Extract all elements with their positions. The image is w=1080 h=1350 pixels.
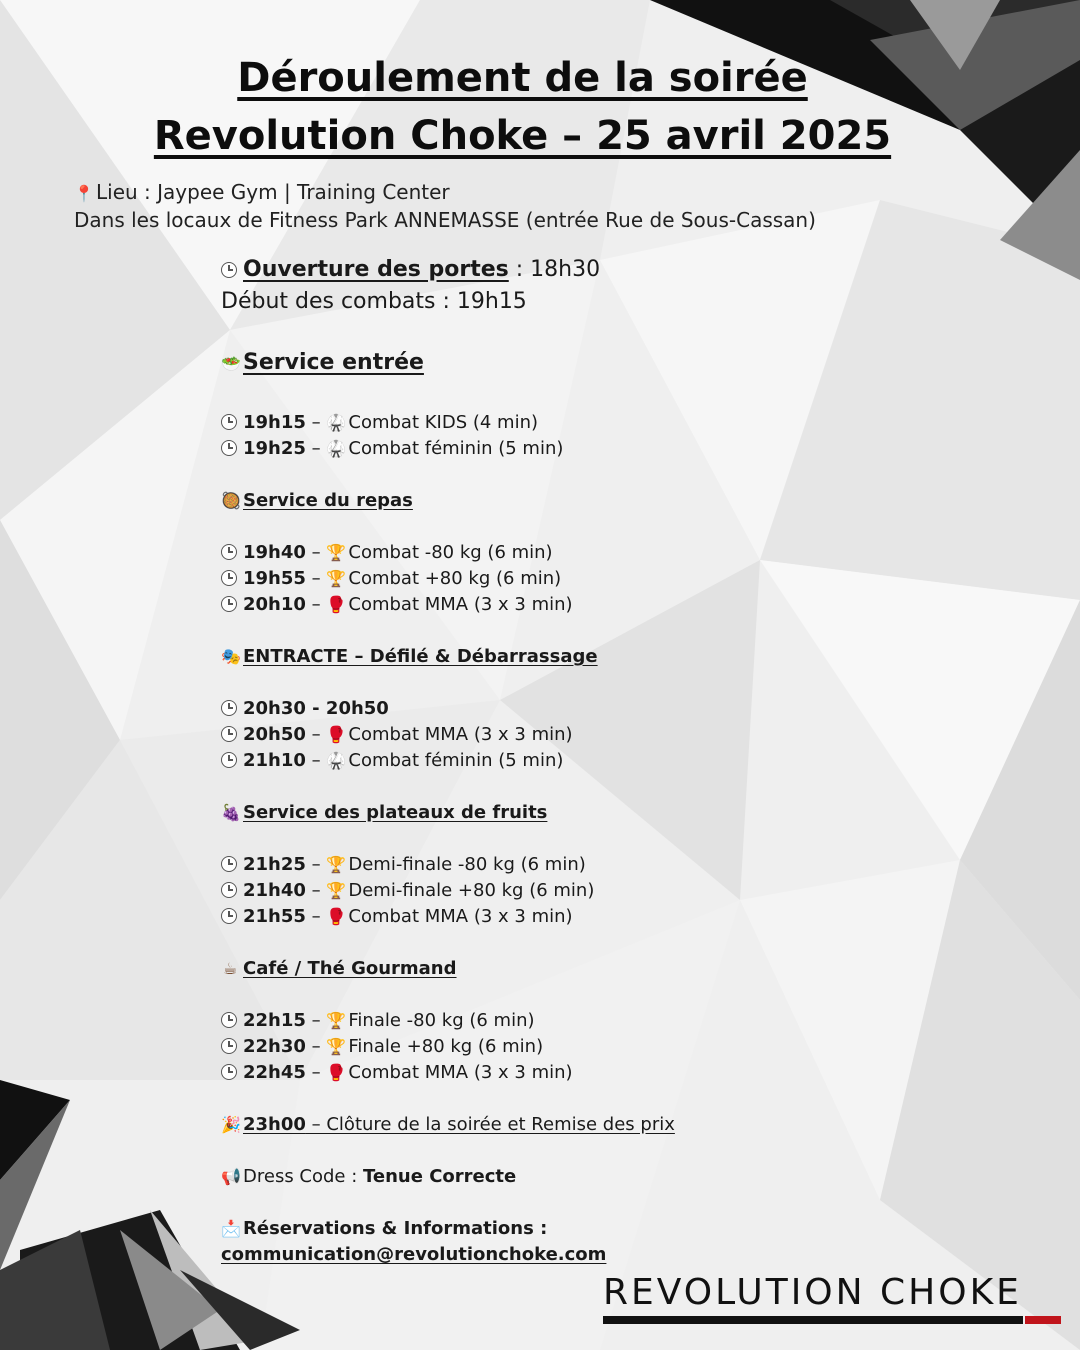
doors-opening <box>221 257 600 282</box>
section-title: Service entrée <box>243 350 424 375</box>
logo-red-accent <box>1025 1316 1061 1324</box>
clock-icon <box>221 700 237 716</box>
clock-icon <box>221 1038 237 1054</box>
closing-line: 🎉 23h00 – Clôture de la soirée et Remise des prix <box>221 1112 675 1138</box>
schedule-row: 19h15 – 🥋 Combat KIDS (4 min) <box>221 410 538 436</box>
clock-icon <box>221 856 237 872</box>
trophy-icon: 🏆 <box>326 881 347 900</box>
clock-icon <box>221 544 237 560</box>
schedule-row: 22h15 – 🏆 Finale -80 kg (6 min) <box>221 1008 535 1034</box>
schedule-row: 21h40 – 🏆 Demi-finale +80 kg (6 min) <box>221 878 594 904</box>
location-line <box>74 180 450 204</box>
email-link[interactable]: communication@revolutionchoke.com <box>221 1244 607 1265</box>
boxing-glove-icon: 🥊 <box>326 725 347 744</box>
section-cafe: ☕ Café / Thé Gourmand <box>221 956 457 982</box>
dress-code: 📢 Dress Code : Tenue Correcte <box>221 1164 516 1190</box>
trophy-icon: 🏆 <box>326 543 347 562</box>
schedule-row: 20h50 – 🥊 Combat MMA (3 x 3 min) <box>221 722 573 748</box>
trophy-icon: 🏆 <box>326 855 347 874</box>
schedule-row: 20h30 - 20h50 <box>221 696 389 722</box>
megaphone-icon: 📢 <box>221 1167 241 1186</box>
trophy-icon: 🏆 <box>326 1011 347 1030</box>
schedule-row: 21h55 – 🥊 Combat MMA (3 x 3 min) <box>221 904 573 930</box>
clock-icon <box>221 596 237 612</box>
kimono-icon: 🥋 <box>326 439 347 458</box>
logo-wordmark: REVOLUTION CHOKE <box>603 1272 1022 1313</box>
schedule-row: 22h45 – 🥊 Combat MMA (3 x 3 min) <box>221 1060 573 1086</box>
boxing-glove-icon: 🥊 <box>326 1063 347 1082</box>
section-service-repas: 🥘 Service du repas <box>221 488 413 514</box>
clock-icon <box>221 882 237 898</box>
title-line-2: Revolution Choke – 25 avril 2025 <box>153 113 892 159</box>
section-entracte: 🎭 ENTRACTE – Défilé & Débarrassage <box>221 644 598 670</box>
reservation-email[interactable] <box>221 1242 606 1268</box>
location-detail: Dans les locaux de Fitness Park ANNEMASSE (entrée Rue de Sous-Cassan) <box>74 208 816 232</box>
clock-icon <box>221 1012 237 1028</box>
trophy-icon: 🏆 <box>326 1037 347 1056</box>
revolution-choke-logo <box>603 1272 1063 1328</box>
schedule-row: 20h10 – 🥊 Combat MMA (3 x 3 min) <box>221 592 573 618</box>
schedule-row: 21h25 – 🏆 Demi-finale -80 kg (6 min) <box>221 852 586 878</box>
schedule-row: 19h40 – 🏆 Combat -80 kg (6 min) <box>221 540 553 566</box>
coffee-icon: ☕ <box>222 959 238 978</box>
clock-icon <box>221 262 237 278</box>
inbox-icon: 📩 <box>221 1219 241 1238</box>
theater-masks-icon: 🎭 <box>221 647 241 666</box>
boxing-glove-icon: 🥊 <box>326 907 347 926</box>
party-popper-icon: 🎉 <box>221 1115 241 1134</box>
clock-icon <box>221 414 237 430</box>
schedule-row: 19h55 – 🏆 Combat +80 kg (6 min) <box>221 566 561 592</box>
doors-time: : 18h30 <box>508 257 601 282</box>
title-line-1: Déroulement de la soirée <box>237 55 808 101</box>
clock-icon <box>221 726 237 742</box>
section-fruits: 🍇 Service des plateaux de fruits <box>221 800 547 826</box>
clock-icon <box>221 1064 237 1080</box>
kimono-icon: 🥋 <box>326 751 347 770</box>
salad-icon: 🥗 <box>221 354 241 373</box>
doors-label: Ouverture des portes <box>243 257 509 282</box>
reservation-label: 📩 Réservations & Informations : <box>221 1216 547 1242</box>
schedule-row: 21h10 – 🥋 Combat féminin (5 min) <box>221 748 563 774</box>
clock-icon <box>221 908 237 924</box>
schedule-row: 22h30 – 🏆 Finale +80 kg (6 min) <box>221 1034 543 1060</box>
logo-bar <box>603 1316 1023 1324</box>
grapes-icon: 🍇 <box>221 803 241 822</box>
schedule-row: 19h25 – 🥋 Combat féminin (5 min) <box>221 436 563 462</box>
clock-icon <box>221 570 237 586</box>
clock-icon <box>221 440 237 456</box>
boxing-glove-icon: 🥊 <box>326 595 347 614</box>
meal-icon: 🥘 <box>221 491 241 510</box>
fights-start: Début des combats : 19h15 <box>221 289 527 314</box>
section-service-entree <box>221 350 424 375</box>
location-text: Lieu : Jaypee Gym | Training Center <box>96 180 450 204</box>
trophy-icon: 🏆 <box>326 569 347 588</box>
pin-icon: 📍 <box>74 184 94 203</box>
kimono-icon: 🥋 <box>326 413 347 432</box>
clock-icon <box>221 752 237 768</box>
